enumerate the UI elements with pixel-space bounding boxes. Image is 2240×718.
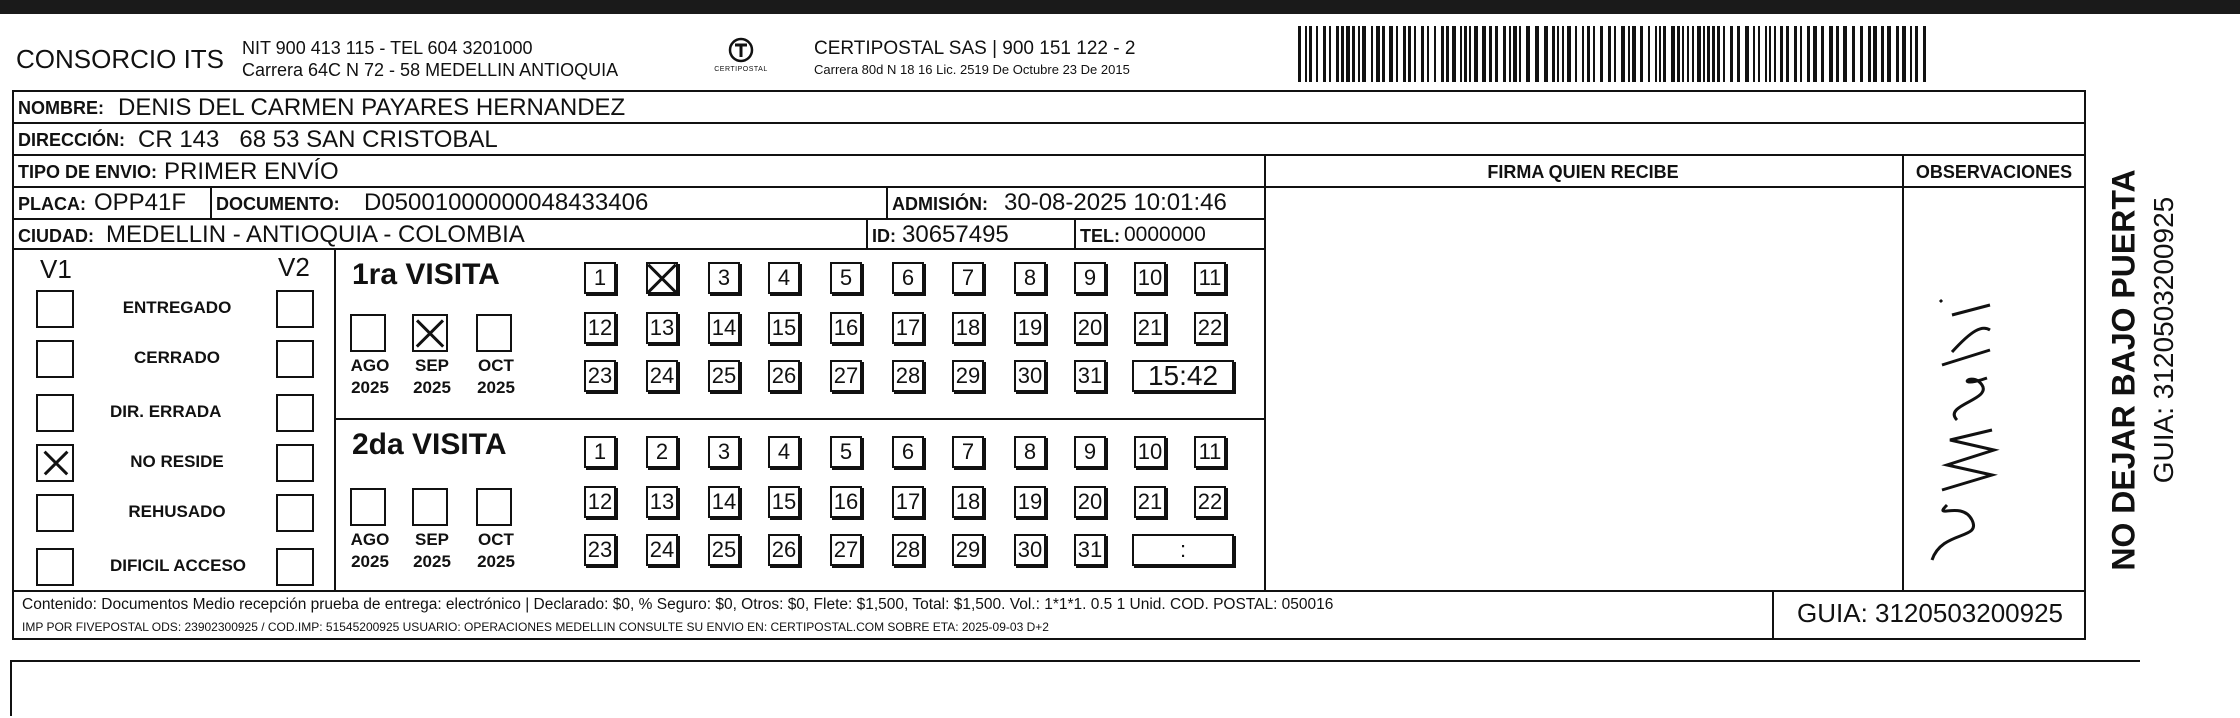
barcode-bar: [1352, 26, 1355, 82]
barcode-bar: [1309, 26, 1312, 82]
day-box[interactable]: 20: [1074, 486, 1106, 518]
status-label: REHUSADO: [128, 502, 226, 521]
barcode-bar: [1852, 26, 1855, 82]
month-label: SEP: [414, 530, 450, 549]
admision-label: ADMISIÓN:: [892, 194, 988, 214]
barcode-bar: [1687, 26, 1689, 82]
day-box[interactable]: 26: [768, 534, 800, 566]
month-label: OCT: [478, 530, 514, 549]
barcode-bar: [1464, 26, 1467, 82]
day-box[interactable]: 3: [708, 436, 740, 468]
month-label: AGO: [350, 356, 390, 375]
barcode-bar: [1567, 26, 1571, 82]
barcode-bar: [1323, 26, 1326, 82]
status-label: DIR. ERRADA: [110, 402, 222, 421]
barcode-bar: [1452, 26, 1456, 82]
day-box[interactable]: 17: [892, 486, 924, 518]
footer-imp: IMP POR FIVEPOSTAL ODS: 23902300925 / COD.IMP: 51545200925 USUARIO: OPERACIONES MEDELLIN CONSULTE SU ENVIO EN: CERTIPOSTAL.COM SOBRE ETA: 2025-09-03 D+2: [22, 620, 1049, 634]
barcode-bar: [1460, 26, 1462, 82]
day-box[interactable]: 27: [830, 360, 862, 392]
nombre-label: NOMBRE:: [18, 98, 104, 118]
barcode-bar: [1403, 26, 1406, 82]
month-year: 2025: [351, 378, 389, 397]
day-box[interactable]: 8: [1014, 262, 1046, 294]
id-value: 30657495: [902, 221, 1009, 248]
barcode-bar: [1765, 26, 1767, 82]
nombre-value: DENIS DEL CARMEN PAYARES HERNANDEZ: [118, 94, 626, 121]
no-dejar-bajo-puerta: NO DEJAR BAJO PUERTA: [2105, 169, 2142, 571]
day-box[interactable]: 18: [952, 312, 984, 344]
status-v2-checkbox[interactable]: [276, 444, 314, 482]
barcode-bar: [1421, 26, 1424, 82]
barcode-bar: [1692, 26, 1694, 82]
day-box[interactable]: 12: [584, 486, 616, 518]
day-box[interactable]: 21: [1134, 312, 1166, 344]
barcode-bar: [1632, 26, 1636, 82]
day-box[interactable]: 23: [584, 534, 616, 566]
footer-guia: GUIA: 3120503200925: [1797, 598, 2063, 628]
barcode-bar: [1910, 26, 1912, 82]
barcode-bar: [1621, 26, 1625, 82]
day-box[interactable]: 18: [952, 486, 984, 518]
documento-label: DOCUMENTO:: [216, 194, 340, 214]
day-box[interactable]: 14: [708, 312, 740, 344]
x-mark-icon: [42, 448, 70, 478]
barcode-bar: [1671, 26, 1675, 82]
barcode-bar: [1575, 26, 1577, 82]
barcode-bar: [1414, 26, 1416, 82]
barcode-bar: [1697, 26, 1701, 82]
barcode-bar: [1362, 26, 1366, 82]
barcode-bar: [1544, 26, 1548, 82]
status-v2-checkbox[interactable]: [276, 494, 314, 532]
barcode-bar: [1896, 26, 1899, 82]
barcode-bar: [1780, 26, 1783, 82]
day-box[interactable]: 21: [1134, 486, 1166, 518]
company-name: CONSORCIO ITS: [16, 44, 225, 74]
day-box[interactable]: 16: [830, 312, 862, 344]
v2-label: V2: [278, 252, 310, 282]
ciudad-value: MEDELLIN - ANTIOQUIA - COLOMBIA: [106, 221, 525, 248]
status-label: ENTREGADO: [122, 298, 232, 317]
barcode-bar: [1758, 26, 1760, 82]
barcode-bar: [1552, 26, 1555, 82]
day-box[interactable]: 6: [892, 436, 924, 468]
day-box[interactable]: 3: [708, 262, 740, 294]
barcode-bar: [1489, 26, 1492, 82]
barcode-bar: [1881, 26, 1884, 82]
handwritten-signature: [1912, 270, 2022, 570]
barcode-bar: [1677, 26, 1680, 82]
admision-value: 30-08-2025 10:01:46: [1004, 189, 1227, 216]
day-box[interactable]: 22: [1194, 312, 1226, 344]
barcode-bar: [1730, 26, 1733, 82]
day-box[interactable]: 9: [1074, 262, 1106, 294]
tel-value: 0000000: [1124, 223, 1206, 246]
day-box[interactable]: 25: [708, 360, 740, 392]
barcode-bar: [1723, 26, 1725, 82]
barcode-bar: [1336, 26, 1339, 82]
month-checkbox[interactable]: [476, 314, 512, 352]
observaciones-header: OBSERVACIONES: [1915, 162, 2073, 182]
day-box[interactable]: 20: [1074, 312, 1106, 344]
barcode-bar: [1474, 26, 1478, 82]
barcode-bar: [1316, 26, 1318, 82]
day-box[interactable]: 28: [892, 360, 924, 392]
firma-header: FIRMA QUIEN RECIBE: [1487, 162, 1679, 182]
day-box[interactable]: 26: [768, 360, 800, 392]
certipostal-name: CERTIPOSTAL SAS | 900 151 122 - 2: [814, 38, 1136, 59]
footer-contenido: Contenido: Documentos Medio recepción prueba de entrega: electrónico | Declarado: $0, % Seguro: $0, Otros: $0, Flete: $1,500, Total: $1,500. Vol.: 1*1*1. 0.5 1 Unid. COD. POSTAL: 050016: [22, 596, 1334, 613]
day-box[interactable]: 14: [708, 486, 740, 518]
day-box[interactable]: 30: [1014, 534, 1046, 566]
barcode-bar: [1614, 26, 1616, 82]
barcode-bar: [1376, 26, 1380, 82]
barcode-bar: [1923, 26, 1926, 82]
barcode-bar: [1434, 26, 1436, 82]
barcode-bar: [1836, 26, 1839, 82]
day-box[interactable]: 11: [1194, 436, 1226, 468]
barcode-bar: [1495, 26, 1498, 82]
status-label: DIFICIL ACCESO: [110, 556, 247, 575]
status-v2-checkbox[interactable]: [276, 340, 314, 378]
barcode-bar: [1794, 26, 1797, 82]
barcode-bar: [1663, 26, 1666, 82]
barcode-bar: [1509, 26, 1511, 82]
visita2-title: 2da VISITA: [352, 428, 507, 461]
placa-label: PLACA:: [18, 194, 86, 214]
certipostal-logo: [708, 36, 774, 82]
barcode-bar: [1703, 26, 1705, 82]
status-v1-checkbox[interactable]: [36, 290, 74, 328]
barcode-bar: [1513, 26, 1517, 82]
barcode-bar: [1800, 26, 1802, 82]
day-box[interactable]: 15: [768, 486, 800, 518]
visita1-title: 1ra VISITA: [352, 258, 500, 291]
day-box[interactable]: 10: [1134, 262, 1166, 294]
barcode-bar: [1868, 26, 1871, 82]
month-label: SEP: [414, 356, 450, 375]
documento-value: D05001000000048433406: [364, 189, 649, 216]
barcode-bar: [1682, 26, 1684, 82]
barcode-bar: [1358, 26, 1360, 82]
month-label: OCT: [478, 356, 514, 375]
barcode-bar: [1769, 26, 1771, 82]
day-box[interactable]: 22: [1194, 486, 1226, 518]
day-box[interactable]: 4: [768, 436, 800, 468]
day-box[interactable]: 17: [892, 312, 924, 344]
barcode-bar: [1628, 26, 1630, 82]
month-checkbox[interactable]: [412, 488, 448, 526]
day-box[interactable]: 29: [952, 360, 984, 392]
day-box[interactable]: 5: [830, 436, 862, 468]
day-box[interactable]: 23: [584, 360, 616, 392]
barcode-bar: [1915, 26, 1918, 82]
barcode-bar: [1745, 26, 1749, 82]
day-box[interactable]: 24: [646, 360, 678, 392]
direccion-label: DIRECCIÓN:: [18, 130, 125, 150]
day-box[interactable]: 2: [646, 436, 678, 468]
barcode-bar: [1346, 26, 1350, 82]
barcode-bar: [1526, 26, 1530, 82]
barcode-bar: [1298, 26, 1301, 82]
status-label: NO RESIDE: [130, 452, 224, 471]
day-box[interactable]: 16: [830, 486, 862, 518]
day-box[interactable]: 11: [1194, 262, 1226, 294]
month-checkbox[interactable]: [350, 314, 386, 352]
id-label: ID:: [872, 226, 896, 246]
day-box[interactable]: 30: [1014, 360, 1046, 392]
top-border: [0, 0, 2240, 14]
barcode-bar: [1887, 26, 1891, 82]
placa-value: OPP41F: [94, 189, 187, 216]
barcode-bar: [1813, 26, 1817, 82]
day-box[interactable]: 27: [830, 534, 862, 566]
barcode-bar: [1608, 26, 1611, 82]
barcode-bar: [1640, 26, 1643, 82]
barcode-bar: [1469, 26, 1471, 82]
month-year: 2025: [413, 552, 451, 571]
day-box[interactable]: 10: [1134, 436, 1166, 468]
barcode-bar: [1829, 26, 1833, 82]
barcode-bar: [1860, 26, 1863, 82]
barcode-bar: [1389, 26, 1393, 82]
barcode-bar: [1843, 26, 1847, 82]
day-box[interactable]: 12: [584, 312, 616, 344]
barcode-bar: [1408, 26, 1411, 82]
barcode-bar: [1562, 26, 1564, 82]
barcode-bar: [1737, 26, 1740, 82]
day-box[interactable]: 9: [1074, 436, 1106, 468]
barcode-bar: [1582, 26, 1584, 82]
barcode-bar: [1786, 26, 1789, 82]
barcode: [1298, 26, 1932, 82]
barcode-bar: [1535, 26, 1539, 82]
status-v1-checkbox[interactable]: [36, 548, 74, 586]
day-box[interactable]: 31: [1074, 534, 1106, 566]
logo-text: CERTIPOSTAL: [714, 66, 768, 73]
direccion-value: CR 143 68 53 SAN CRISTOBAL: [138, 126, 498, 153]
x-mark-icon: [648, 260, 676, 296]
day-box[interactable]: 13: [646, 312, 678, 344]
time-box[interactable]: 15:42: [1132, 360, 1234, 392]
barcode-bar: [1659, 26, 1661, 82]
barcode-bar: [1648, 26, 1650, 82]
barcode-bar: [1753, 26, 1755, 82]
barcode-bar: [1427, 26, 1429, 82]
barcode-bar: [1441, 26, 1444, 82]
bottom-border: [10, 660, 2140, 662]
barcode-bar: [1807, 26, 1810, 82]
v1-label: V1: [40, 254, 72, 284]
month-checkbox[interactable]: [476, 488, 512, 526]
barcode-bar: [1446, 26, 1449, 82]
barcode-bar: [1519, 26, 1521, 82]
day-box[interactable]: 4: [768, 262, 800, 294]
barcode-bar: [1774, 26, 1776, 82]
day-box[interactable]: 7: [952, 436, 984, 468]
side-guia: GUIA: 3120503200925: [2148, 196, 2179, 484]
barcode-bar: [1707, 26, 1710, 82]
barcode-bar: [1396, 26, 1398, 82]
day-box[interactable]: 13: [646, 486, 678, 518]
month-year: 2025: [477, 552, 515, 571]
barcode-bar: [1717, 26, 1720, 82]
barcode-bar: [1341, 26, 1344, 82]
day-box[interactable]: 28: [892, 534, 924, 566]
status-v1-checkbox[interactable]: [36, 340, 74, 378]
day-box[interactable]: 19: [1014, 312, 1046, 344]
day-box[interactable]: 6: [892, 262, 924, 294]
month-year: 2025: [477, 378, 515, 397]
day-box[interactable]: 5: [830, 262, 862, 294]
barcode-bar: [1712, 26, 1715, 82]
day-box[interactable]: 29: [952, 534, 984, 566]
time-box[interactable]: :: [1132, 534, 1234, 566]
barcode-bar: [1821, 26, 1824, 82]
day-box[interactable]: 1: [584, 436, 616, 468]
certipostal-address: Carrera 80d N 18 16 Lic. 2519 De Octubre 23 De 2015: [814, 62, 1130, 77]
day-box[interactable]: 8: [1014, 436, 1046, 468]
month-checkbox[interactable]: [350, 488, 386, 526]
barcode-bar: [1371, 26, 1373, 82]
barcode-bar: [1655, 26, 1657, 82]
company-nit-tel: NIT 900 413 115 - TEL 604 3201000: [242, 38, 533, 58]
month-label: AGO: [350, 530, 390, 549]
status-v1-checkbox[interactable]: [36, 494, 74, 532]
month-year: 2025: [351, 552, 389, 571]
day-box[interactable]: 19: [1014, 486, 1046, 518]
company-address: Carrera 64C N 72 - 58 MEDELLIN ANTIOQUIA: [242, 60, 619, 80]
barcode-bar: [1557, 26, 1559, 82]
day-box[interactable]: 31: [1074, 360, 1106, 392]
day-box[interactable]: 7: [952, 262, 984, 294]
month-year: 2025: [413, 378, 451, 397]
status-v1-checkbox[interactable]: [36, 394, 74, 432]
tipo-envio-value: PRIMER ENVÍO: [164, 158, 339, 185]
barcode-bar: [1329, 26, 1331, 82]
day-box[interactable]: 24: [646, 534, 678, 566]
day-box[interactable]: 15: [768, 312, 800, 344]
barcode-bar: [1503, 26, 1506, 82]
barcode-bar: [1305, 26, 1307, 82]
tipo-envio-label: TIPO DE ENVIO:: [18, 162, 158, 182]
barcode-bar: [1873, 26, 1877, 82]
status-v2-checkbox[interactable]: [276, 290, 314, 328]
barcode-bar: [1902, 26, 1906, 82]
barcode-bar: [1482, 26, 1486, 82]
tel-label: TEL:: [1080, 226, 1120, 246]
day-box[interactable]: 1: [584, 262, 616, 294]
ciudad-label: CIUDAD:: [18, 226, 94, 246]
barcode-bar: [1587, 26, 1590, 82]
x-mark-icon: [416, 316, 444, 350]
barcode-bar: [1593, 26, 1595, 82]
barcode-bar: [1382, 26, 1385, 82]
day-box[interactable]: 25: [708, 534, 740, 566]
barcode-bar: [1600, 26, 1603, 82]
status-label: CERRADO: [134, 348, 220, 367]
